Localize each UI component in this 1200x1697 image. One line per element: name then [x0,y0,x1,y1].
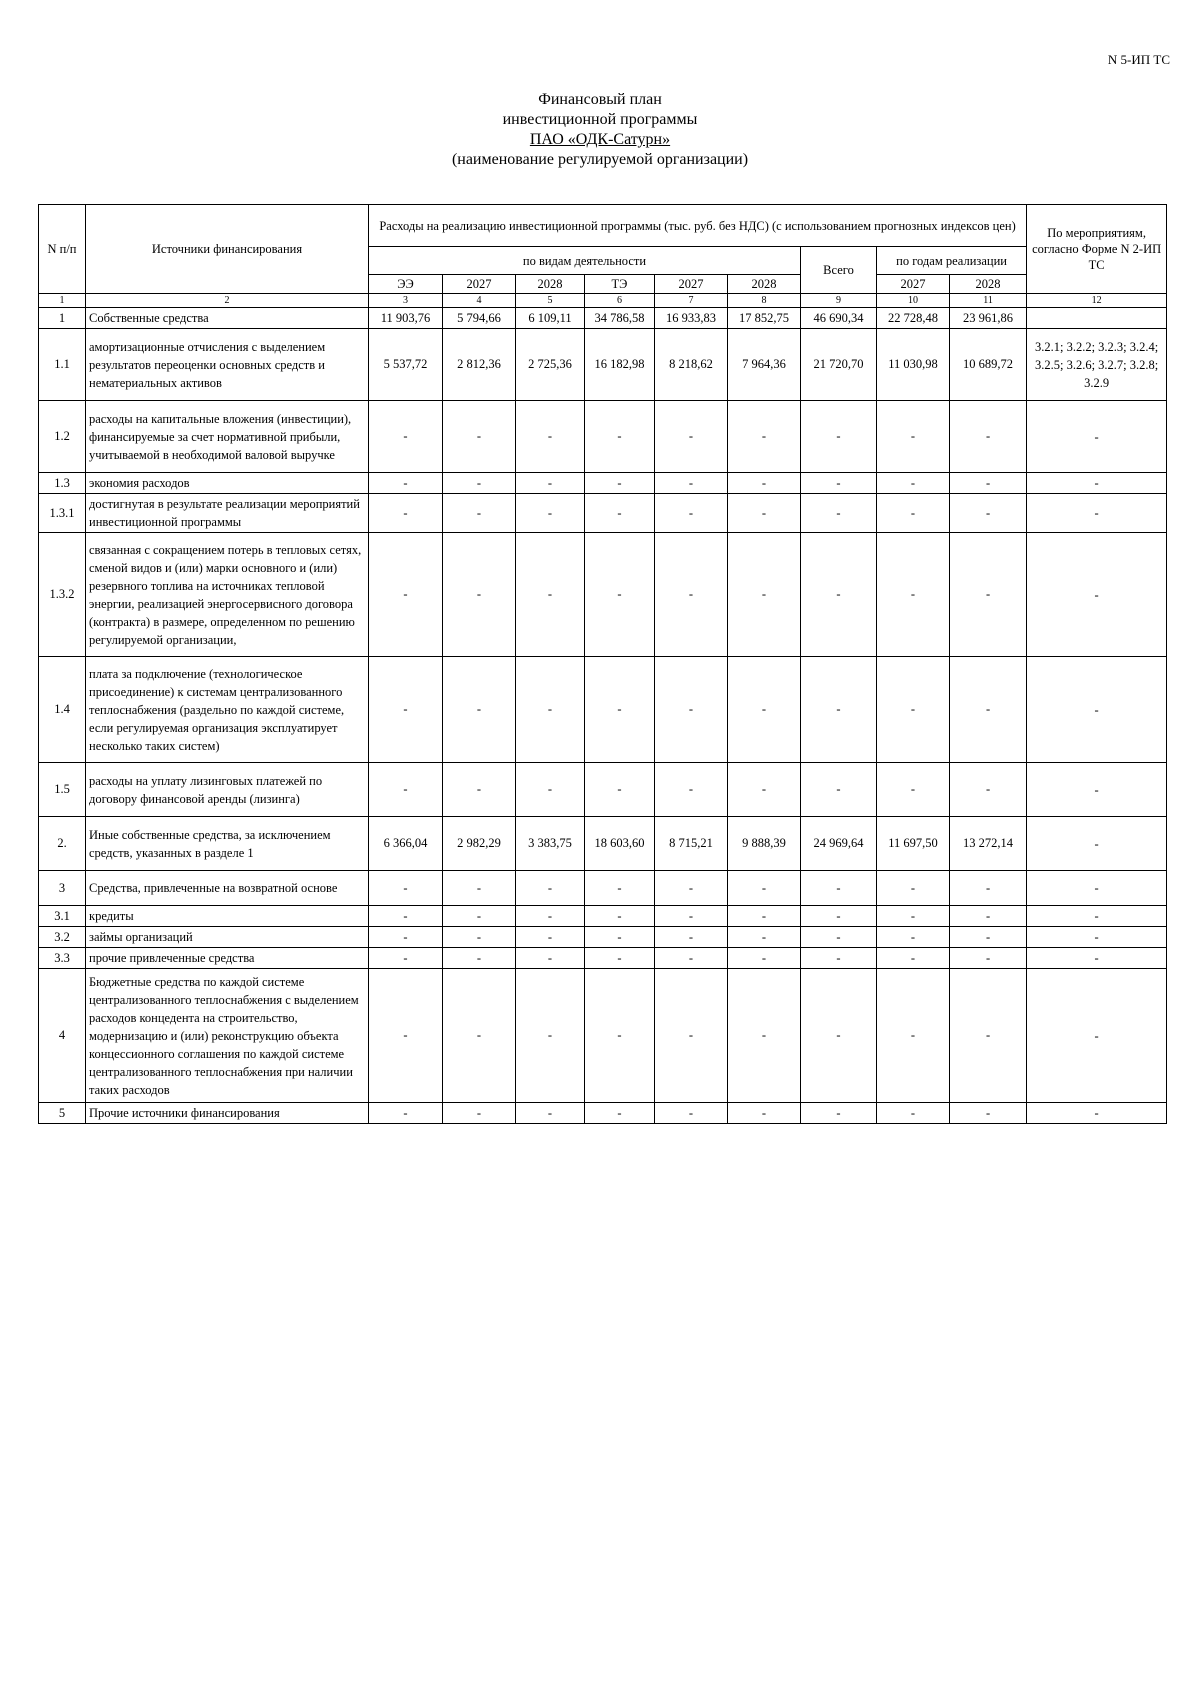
organization-name: ПАО «ОДК-Сатурн» [529,131,671,148]
value-cell: - [877,1103,950,1124]
value-cell: - [369,969,443,1103]
value-cell: - [369,871,443,906]
table-row [39,308,1167,329]
value-cell: 2 725,36 [516,329,585,401]
value-cell: - [516,401,585,473]
table-row [39,533,1167,657]
value-cell: - [801,533,877,657]
value-cell: - [369,473,443,494]
value-cell: 5 794,66 [443,308,516,329]
table-row [39,1103,1167,1124]
value-cell: - [655,763,728,817]
value-cell: - [950,1103,1027,1124]
header-by-year: по годам реализации [877,247,1027,275]
value-cell: - [877,969,950,1103]
value-cell: - [950,927,1027,948]
value-cell: - [655,401,728,473]
value-cell: - [585,473,655,494]
row-number: 1.3.2 [39,533,86,657]
value-cell: - [801,1103,877,1124]
value-cell: 11 903,76 [369,308,443,329]
value-cell: - [728,494,801,533]
funding-source: амортизационные отчисления с выделением результатов переоценки основных средств и нематериальных активов [86,329,369,401]
table-row [39,969,1167,1103]
value-cell: - [585,657,655,763]
value-cell: - [369,401,443,473]
measure-reference: - [1027,763,1167,817]
form-number: N 5-ИП ТС [1107,52,1170,67]
value-cell: 23 961,86 [950,308,1027,329]
value-cell: - [585,1103,655,1124]
value-cell: - [950,906,1027,927]
row-number: 5 [39,1103,86,1124]
value-cell: 24 969,64 [801,817,877,871]
value-cell: 16 182,98 [585,329,655,401]
value-cell: 2 982,29 [443,817,516,871]
measure-reference: - [1027,533,1167,657]
value-cell: - [877,533,950,657]
value-cell: - [443,494,516,533]
value-cell: - [728,657,801,763]
value-cell: 46 690,34 [801,308,877,329]
value-cell: - [801,906,877,927]
value-cell: - [950,473,1027,494]
measure-reference: - [1027,948,1167,969]
value-cell: - [877,401,950,473]
value-cell: - [369,494,443,533]
row-number: 4 [39,969,86,1103]
table-row [39,657,1167,763]
header-by-activity: по видам деятельности [369,247,801,275]
value-cell: 22 728,48 [877,308,950,329]
title-line-2: инвестиционной программы [502,111,698,128]
value-cell: - [516,871,585,906]
financial-plan-table [38,204,1167,1124]
measure-reference: - [1027,927,1167,948]
value-cell: - [516,906,585,927]
funding-source: связанная с сокращением потерь в тепловых сетях, сменой видов и (или) марки основного и (или) резервного топлива на источниках тепловой энергии, реализацией энергосервисного договора (контракта) в размере, определенном по решению регулируемой организации, [86,533,369,657]
header-expenses: Расходы на реализацию инвестиционной программы (тыс. руб. без НДС) (с использованием прогнозных индексов цен) [369,205,1027,247]
row-number: 1 [39,308,86,329]
value-cell: - [877,871,950,906]
value-cell: - [443,533,516,657]
value-cell: 11 030,98 [877,329,950,401]
header-source: Источники финансирования [86,205,369,294]
column-number: 2 [86,294,369,308]
funding-source: Бюджетные средства по каждой системе централизованного теплоснабжения с выделением расходов концедента на строительство, модернизацию и (или) реконструкцию объекта концессионного соглашения по каждой системе централизованного теплоснабжения при наличии таких расходов [86,969,369,1103]
value-cell: - [516,927,585,948]
value-cell: - [585,871,655,906]
measure-reference: - [1027,657,1167,763]
value-cell: - [585,969,655,1103]
measure-reference: - [1027,401,1167,473]
header-year-2027: 2027 [877,275,950,294]
column-number: 5 [516,294,585,308]
funding-source: экономия расходов [86,473,369,494]
value-cell: - [443,871,516,906]
value-cell: 11 697,50 [877,817,950,871]
column-number: 11 [950,294,1027,308]
value-cell: 7 964,36 [728,329,801,401]
value-cell: - [801,473,877,494]
value-cell: - [728,948,801,969]
column-number: 4 [443,294,516,308]
value-cell: - [585,948,655,969]
table-row [39,763,1167,817]
value-cell: - [585,401,655,473]
column-number: 8 [728,294,801,308]
value-cell: - [877,906,950,927]
value-cell: - [877,948,950,969]
value-cell: - [950,763,1027,817]
value-cell: - [443,473,516,494]
row-number: 1.3.1 [39,494,86,533]
value-cell: - [728,473,801,494]
value-cell: - [655,906,728,927]
row-number: 1.1 [39,329,86,401]
value-cell: 10 689,72 [950,329,1027,401]
measure-reference: - [1027,473,1167,494]
value-cell: - [443,1103,516,1124]
column-number: 3 [369,294,443,308]
funding-source: Средства, привлеченные на возвратной основе [86,871,369,906]
column-number: 12 [1027,294,1167,308]
funding-source: Иные собственные средства, за исключением средств, указанных в разделе 1 [86,817,369,871]
value-cell: - [443,763,516,817]
value-cell: 8 218,62 [655,329,728,401]
row-number: 1.4 [39,657,86,763]
value-cell: - [369,533,443,657]
table-row [39,906,1167,927]
value-cell: - [877,473,950,494]
row-number: 3.3 [39,948,86,969]
value-cell: - [655,473,728,494]
value-cell: - [516,1103,585,1124]
table-row [39,871,1167,906]
column-number: 7 [655,294,728,308]
value-cell: - [443,906,516,927]
value-cell: 5 537,72 [369,329,443,401]
value-cell: - [516,969,585,1103]
value-cell: - [369,906,443,927]
funding-source: плата за подключение (технологическое присоединение) к системам централизованного теплоснабжения (раздельно по каждой системе, если регулируемая организация эксплуатирует несколько таких систем) [86,657,369,763]
value-cell: - [655,657,728,763]
value-cell: - [516,494,585,533]
value-cell: - [728,401,801,473]
column-number: 10 [877,294,950,308]
row-number: 1.5 [39,763,86,817]
value-cell: - [950,657,1027,763]
value-cell: - [801,948,877,969]
row-number: 1.2 [39,401,86,473]
title-line-1: Финансовый план [538,91,662,108]
value-cell: - [443,969,516,1103]
value-cell: - [443,657,516,763]
value-cell: 17 852,75 [728,308,801,329]
value-cell: - [801,969,877,1103]
value-cell: - [516,533,585,657]
funding-source: расходы на капитальные вложения (инвестиции), финансируемые за счет нормативной прибыли, учитываемой в необходимой валовой выручке [86,401,369,473]
table-row [39,494,1167,533]
measure-reference: - [1027,1103,1167,1124]
value-cell: - [585,533,655,657]
value-cell: - [877,763,950,817]
value-cell: - [585,927,655,948]
header-ee-2027: 2027 [443,275,516,294]
value-cell: - [728,906,801,927]
funding-source: кредиты [86,906,369,927]
value-cell: - [801,657,877,763]
value-cell: - [369,927,443,948]
value-cell: - [877,657,950,763]
measure-reference: - [1027,494,1167,533]
value-cell: - [369,763,443,817]
value-cell: 6 109,11 [516,308,585,329]
header-year-2028: 2028 [950,275,1027,294]
measure-reference: - [1027,871,1167,906]
value-cell: - [877,494,950,533]
column-number: 9 [801,294,877,308]
table-row [39,329,1167,401]
value-cell: - [728,763,801,817]
value-cell: - [655,494,728,533]
value-cell: - [801,927,877,948]
value-cell: 21 720,70 [801,329,877,401]
value-cell: - [516,948,585,969]
header-te-2028: 2028 [728,275,801,294]
row-number: 1.3 [39,473,86,494]
measure-reference: - [1027,817,1167,871]
value-cell: 13 272,14 [950,817,1027,871]
table-row [39,948,1167,969]
funding-source: достигнутая в результате реализации мероприятий инвестиционной программы [86,494,369,533]
value-cell: - [443,948,516,969]
measure-reference: - [1027,969,1167,1103]
header-te: ТЭ [585,275,655,294]
value-cell: - [585,763,655,817]
header-num: N п/п [39,205,86,294]
value-cell: - [728,927,801,948]
value-cell: 8 715,21 [655,817,728,871]
funding-source: Прочие источники финансирования [86,1103,369,1124]
measure-reference [1027,308,1167,329]
row-number: 3.2 [39,927,86,948]
value-cell: - [369,657,443,763]
value-cell: - [655,1103,728,1124]
value-cell: - [801,871,877,906]
row-number: 3 [39,871,86,906]
value-cell: - [443,401,516,473]
header-total: Всего [801,247,877,294]
value-cell: - [801,763,877,817]
header-ref: По мероприятиям, согласно Форме N 2-ИП ТС [1027,205,1167,294]
document-header [0,90,1200,170]
value-cell: 34 786,58 [585,308,655,329]
table-row [39,473,1167,494]
value-cell: - [655,533,728,657]
value-cell: - [585,494,655,533]
funding-source: займы организаций [86,927,369,948]
table-row [39,401,1167,473]
column-number: 6 [585,294,655,308]
value-cell: - [950,401,1027,473]
value-cell: - [950,494,1027,533]
value-cell: - [585,906,655,927]
value-cell: - [369,1103,443,1124]
organization-caption: (наименование регулируемой организации) [451,151,749,168]
value-cell: 2 812,36 [443,329,516,401]
value-cell: - [516,763,585,817]
value-cell: - [801,401,877,473]
value-cell: - [728,969,801,1103]
value-cell: 16 933,83 [655,308,728,329]
measure-reference: 3.2.1; 3.2.2; 3.2.3; 3.2.4; 3.2.5; 3.2.6; 3.2.7; 3.2.8; 3.2.9 [1027,329,1167,401]
value-cell: - [728,1103,801,1124]
value-cell: - [655,969,728,1103]
value-cell: - [950,871,1027,906]
value-cell: 18 603,60 [585,817,655,871]
measure-reference: - [1027,906,1167,927]
header-te-2027: 2027 [655,275,728,294]
funding-source: Собственные средства [86,308,369,329]
header-ee: ЭЭ [369,275,443,294]
value-cell: - [950,948,1027,969]
value-cell: - [443,927,516,948]
value-cell: - [655,871,728,906]
table-row [39,927,1167,948]
value-cell: - [728,533,801,657]
value-cell: 3 383,75 [516,817,585,871]
value-cell: - [516,657,585,763]
header-ee-2028: 2028 [516,275,585,294]
value-cell: - [655,948,728,969]
column-number-row [39,294,1167,308]
row-number: 2. [39,817,86,871]
value-cell: 6 366,04 [369,817,443,871]
funding-source: прочие привлеченные средства [86,948,369,969]
column-number: 1 [39,294,86,308]
value-cell: - [728,871,801,906]
value-cell: - [369,948,443,969]
table-row [39,817,1167,871]
row-number: 3.1 [39,906,86,927]
value-cell: 9 888,39 [728,817,801,871]
value-cell: - [950,969,1027,1103]
value-cell: - [877,927,950,948]
value-cell: - [801,494,877,533]
value-cell: - [516,473,585,494]
value-cell: - [950,533,1027,657]
value-cell: - [655,927,728,948]
funding-source: расходы на уплату лизинговых платежей по договору финансовой аренды (лизинга) [86,763,369,817]
